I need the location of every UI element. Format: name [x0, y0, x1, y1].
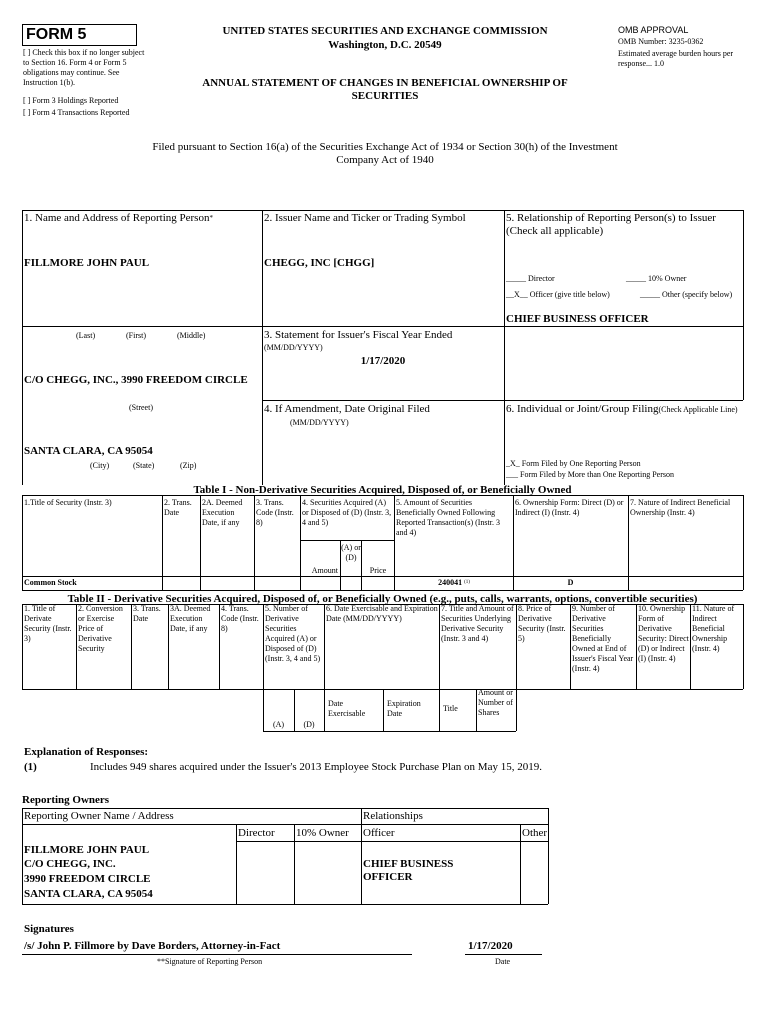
checkbox-no-longer-subject[interactable]: [ ] Check this box if no longer subject to Section 16. Form 4 or Form 5 obligations may continue. See Instruction 1(b).: [23, 48, 145, 87]
street-label: (Street): [129, 403, 153, 412]
zip-label: (Zip): [180, 461, 197, 470]
t1-sub-amount: Amount: [311, 566, 338, 575]
t1-row-amount-owned: [396, 578, 512, 588]
owners-col-officer: Officer: [363, 827, 395, 839]
t2-col-underlying: 7. Title and Amount of Securities Underlying Derivative Security (Instr. 3 and 4): [441, 604, 514, 643]
t2-col-date: 3. Trans. Date: [133, 604, 161, 623]
box4-label: 4. If Amendment, Date Original Filed: [264, 403, 430, 415]
t2-col-conversion: 2. Conversion or Exercise Price of Derivative Security: [78, 604, 123, 653]
t2-col-title: 1. Title of Derivate Security (Instr. 3): [24, 604, 72, 643]
agency-location: Washington, D.C. 20549: [328, 39, 442, 51]
t2-col-ownership-form: 10. Ownership Form of Derivative Security: Direct (D) or Indirect (I) (Instr. 4): [638, 604, 689, 663]
owner-name-line-2: C/O CHEGG, INC.: [24, 858, 116, 870]
t1-sub-price: Price: [369, 566, 387, 575]
t2-col-nature: 11. Nature of Indirect Beneficial Ownership (Instr. 4): [692, 604, 735, 653]
owner-officer-value: CHIEF BUSINESS OFFICER: [363, 858, 454, 883]
explanation-footnote-num: (1): [24, 761, 37, 773]
box6-label-suffix: (Check Applicable Line): [658, 405, 738, 414]
t2-sub-expiration: Expiration Date: [387, 699, 421, 718]
issuer-name: CHEGG, INC [CHGG]: [264, 257, 375, 269]
date-label: Date: [495, 957, 511, 966]
t2-col-price: 8. Price of Derivative Security (Instr. 5): [518, 604, 566, 643]
omb-title: OMB APPROVAL: [618, 25, 689, 35]
box3-label: 3. Statement for Issuer's Fiscal Year Ended: [264, 329, 453, 341]
name-middle-label: (Middle): [177, 331, 206, 340]
signatures-title: Signatures: [24, 923, 74, 935]
t1-row-amount-value: 240041: [438, 578, 463, 587]
owners-col-name: Reporting Owner Name / Address: [24, 810, 174, 822]
t1-col-code: 3. Trans. Code (Instr. 8): [256, 498, 294, 527]
reporting-person-name: FILLMORE JOHN PAUL: [24, 257, 150, 269]
owner-name-line-4: SANTA CLARA, CA 95054: [24, 888, 153, 900]
t1-col-date: 2. Trans. Date: [164, 498, 192, 517]
t2-sub-d: (D): [303, 720, 315, 729]
t1-col-nature: 7. Nature of Indirect Beneficial Ownership (Instr. 4): [630, 498, 731, 517]
box1-label-mark: *: [209, 214, 213, 222]
t2-col-owned: 9. Number of Derivative Securities Beneficially Owned at End of Issuer's Fiscal Year (Instr. 4): [572, 604, 634, 673]
signature-value: /s/ John P. Fillmore by Dave Borders, Attorney-in-Fact: [24, 940, 281, 952]
t1-row-footnote: (1): [464, 580, 470, 585]
t1-col-ownership: 6. Ownership Form: Direct (D) or Indirect (I) (Instr. 4): [515, 498, 624, 517]
statement-title: ANNUAL STATEMENT OF CHANGES IN BENEFICIAL OWNERSHIP OF SECURITIES: [202, 77, 568, 102]
owners-col-relationships: Relationships: [363, 810, 423, 822]
t2-sub-title: Title: [443, 704, 458, 713]
box1-label-text: 1. Name and Address of Reporting Person: [24, 212, 210, 224]
box1-label: [24, 212, 260, 225]
t1-sub-aord: (A) or (D): [341, 543, 361, 562]
t1-col-acquired: 4. Securities Acquired (A) or Disposed of (D) (Instr. 3, 4 and 5): [302, 498, 392, 527]
t1-row-security: Common Stock: [24, 578, 77, 587]
owner-name-line-1: FILLMORE JOHN PAUL: [24, 844, 150, 856]
fiscal-year-ended: 1/17/2020: [360, 355, 406, 367]
box6-label-text: 6. Individual or Joint/Group Filing: [506, 403, 659, 415]
signature-label: **Signature of Reporting Person: [157, 957, 263, 966]
t2-col-code: 4. Trans. Code (Instr. 8): [221, 604, 259, 633]
t2-col-number: 5. Number of Derivative Securities Acquired (A) or Disposed of (D) (Instr. 3, 4 and 5): [265, 604, 321, 663]
relationship-officer[interactable]: __X__ Officer (give title below): [506, 290, 610, 299]
box2-label: 2. Issuer Name and Ticker or Trading Symbol: [264, 212, 466, 224]
reporting-person-city: SANTA CLARA, CA 95054: [24, 445, 153, 457]
t2-col-deemed: 3A. Deemed Execution Date, if any: [170, 604, 211, 633]
omb-burden: Estimated average burden hours per response... 1.0: [618, 49, 734, 68]
officer-title: CHIEF BUSINESS OFFICER: [506, 313, 649, 325]
owner-name-line-3: 3990 FREEDOM CIRCLE: [24, 873, 151, 885]
t1-col-deemed: 2A. Deemed Execution Date, if any: [202, 498, 243, 527]
name-first-label: (First): [126, 331, 146, 340]
table1-title: Table I - Non-Derivative Securities Acquired, Disposed of, or Beneficially Owned: [193, 484, 572, 496]
name-last-label: (Last): [76, 331, 96, 340]
checkbox-form3[interactable]: [ ] Form 3 Holdings Reported: [23, 96, 119, 105]
city-label: (City): [90, 461, 110, 470]
owners-col-other: Other: [522, 827, 548, 839]
t2-sub-a: (A): [272, 720, 285, 729]
t1-col-amount-owned: 5. Amount of Securities Beneficially Owned Following Reported Transaction(s) (Instr. 3 and 4): [396, 498, 500, 537]
box5-label: 5. Relationship of Reporting Person(s) to Issuer (Check all applicable): [506, 212, 716, 237]
explanation-text: Includes 949 shares acquired under the Issuer's 2013 Employee Stock Purchase Plan on May 15, 2019.: [90, 761, 542, 773]
relationship-other[interactable]: _____ Other (specify below): [640, 290, 733, 299]
reporting-person-street: C/O CHEGG, INC., 3990 FREEDOM CIRCLE: [24, 374, 248, 386]
table2-title: Table II - Derivative Securities Acquired, Disposed of, or Beneficially Owned (e.g., puts, calls, warrants, options, convertible securities): [67, 593, 698, 605]
owners-title: Reporting Owners: [22, 794, 110, 806]
filing-more-persons[interactable]: ___ Form Filed by More than One Reporting Person: [506, 470, 674, 479]
relationship-ten-pct[interactable]: _____ 10% Owner: [626, 274, 687, 283]
filed-pursuant: Filed pursuant to Section 16(a) of the Securities Exchange Act of 1934 or Section 30(h) of the Investment Company Act of 1940: [152, 141, 618, 166]
box3-sub: (MM/DD/YYYY): [264, 343, 323, 352]
filing-one-person[interactable]: _X_ Form Filed by One Reporting Person: [506, 459, 641, 468]
t2-sub-amount: Amount or Number of Shares: [478, 688, 513, 717]
relationship-director[interactable]: _____ Director: [506, 274, 555, 283]
form-title: FORM 5: [26, 26, 87, 43]
owners-col-ten: 10% Owner: [296, 827, 349, 839]
omb-number: OMB Number: 3235-0362: [618, 37, 704, 46]
signature-date: 1/17/2020: [468, 940, 513, 952]
state-label: (State): [133, 461, 155, 470]
owners-col-director: Director: [238, 827, 275, 839]
checkbox-form4[interactable]: [ ] Form 4 Transactions Reported: [23, 108, 130, 117]
t1-col-title: 1.Title of Security (Instr. 3): [24, 498, 112, 507]
explanation-title: Explanation of Responses:: [24, 746, 149, 758]
t1-row-ownership: D: [567, 578, 574, 587]
box4-sub: (MM/DD/YYYY): [290, 418, 349, 427]
t2-sub-exercisable: Date Exercisable: [328, 699, 366, 718]
t2-col-exercisable: 6. Date Exercisable and Expiration Date (MM/DD/YYYY): [326, 604, 438, 623]
box6-label: [506, 403, 741, 416]
agency-name: UNITED STATES SECURITIES AND EXCHANGE COMMISSION: [222, 25, 548, 37]
